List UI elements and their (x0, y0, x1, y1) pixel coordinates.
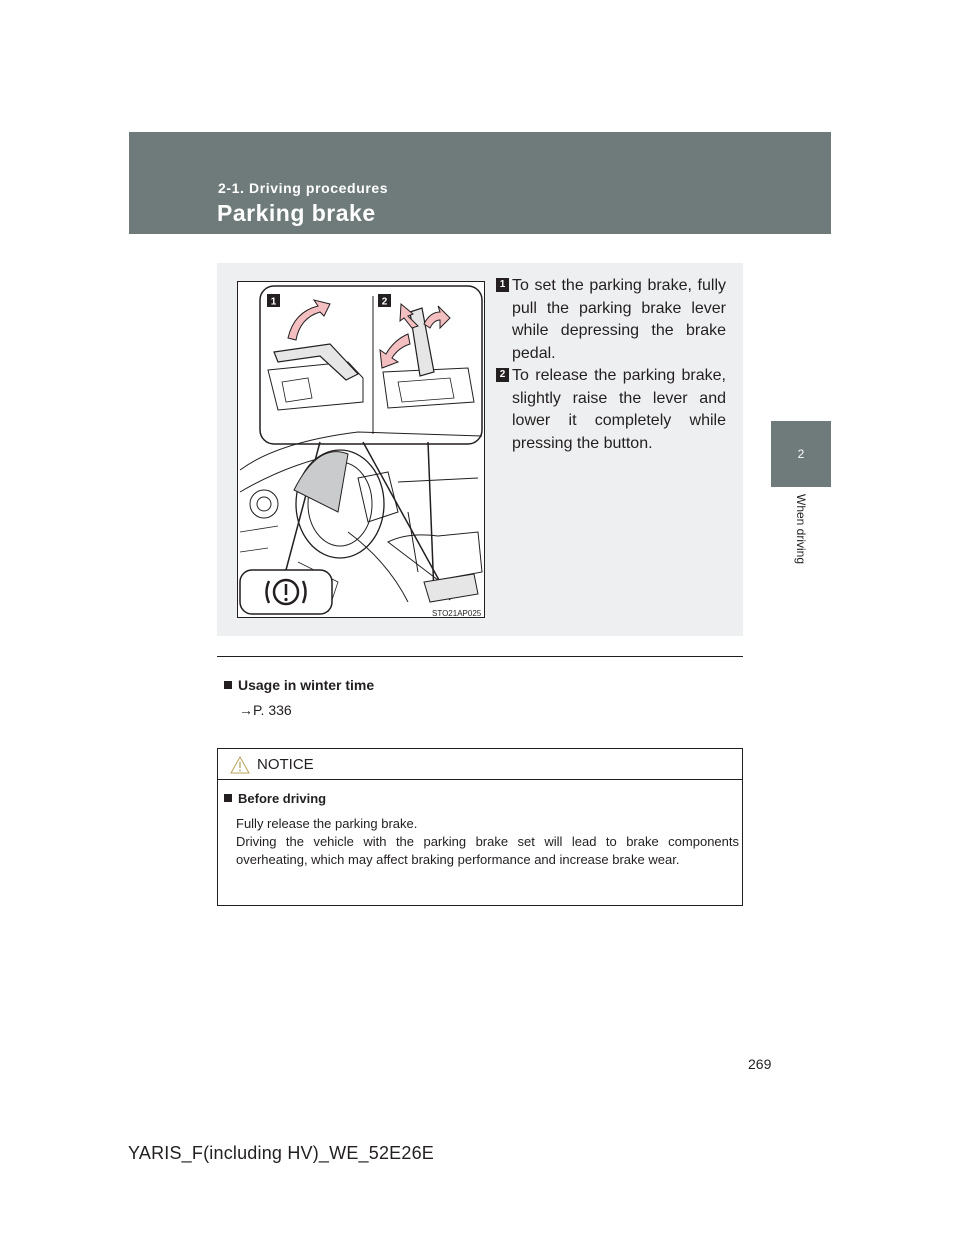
section-divider (217, 656, 743, 657)
warning-triangle-icon (230, 756, 250, 774)
notice-line-2: Driving the vehicle with the parking brake set will lead to brake components overheating, which may affect braking performance and increase brake wear. (236, 834, 739, 867)
step-2-text: To release the parking brake, slightly raise the lever and lower it completely while pressing the button. (512, 367, 726, 452)
notice-subheading-text: Before driving (238, 791, 327, 806)
page-reference-link[interactable]: →P. 336 (239, 702, 292, 718)
square-bullet-icon (224, 794, 232, 802)
step-2 (496, 365, 726, 455)
notice-header (218, 749, 742, 780)
page-number: 269 (748, 1056, 772, 1072)
notice-body (236, 815, 739, 869)
parking-brake-illustration (237, 281, 485, 618)
notice-box (217, 748, 743, 906)
chapter-tab[interactable]: 2 (771, 421, 831, 487)
document-footer: YARIS_F(including HV)_WE_52E26E (128, 1143, 435, 1163)
notice-title: NOTICE (257, 756, 314, 773)
usage-heading-text: Usage in winter time (238, 677, 375, 693)
step-1-badge: 1 (496, 278, 509, 292)
notice-line-1: Fully release the parking brake. (236, 816, 418, 831)
step-1-text: To set the parking brake, fully pull the parking brake lever while depressing the brake pedal. (512, 277, 726, 362)
step-2-badge: 2 (496, 368, 509, 382)
chapter-tab-label: When driving (794, 494, 808, 565)
page-title: Parking brake (217, 200, 376, 226)
section-label: 2-1. Driving procedures (218, 180, 389, 196)
dashboard-illustration (238, 282, 484, 617)
step-1 (496, 275, 726, 365)
figure-badge-2: 2 (381, 296, 388, 308)
notice-subheading (224, 791, 326, 806)
figure-badge-1: 1 (270, 296, 277, 308)
figure-code: STO21AP025 (432, 609, 482, 618)
square-bullet-icon (224, 681, 232, 689)
usage-heading (224, 677, 374, 693)
chapter-header (129, 132, 831, 234)
